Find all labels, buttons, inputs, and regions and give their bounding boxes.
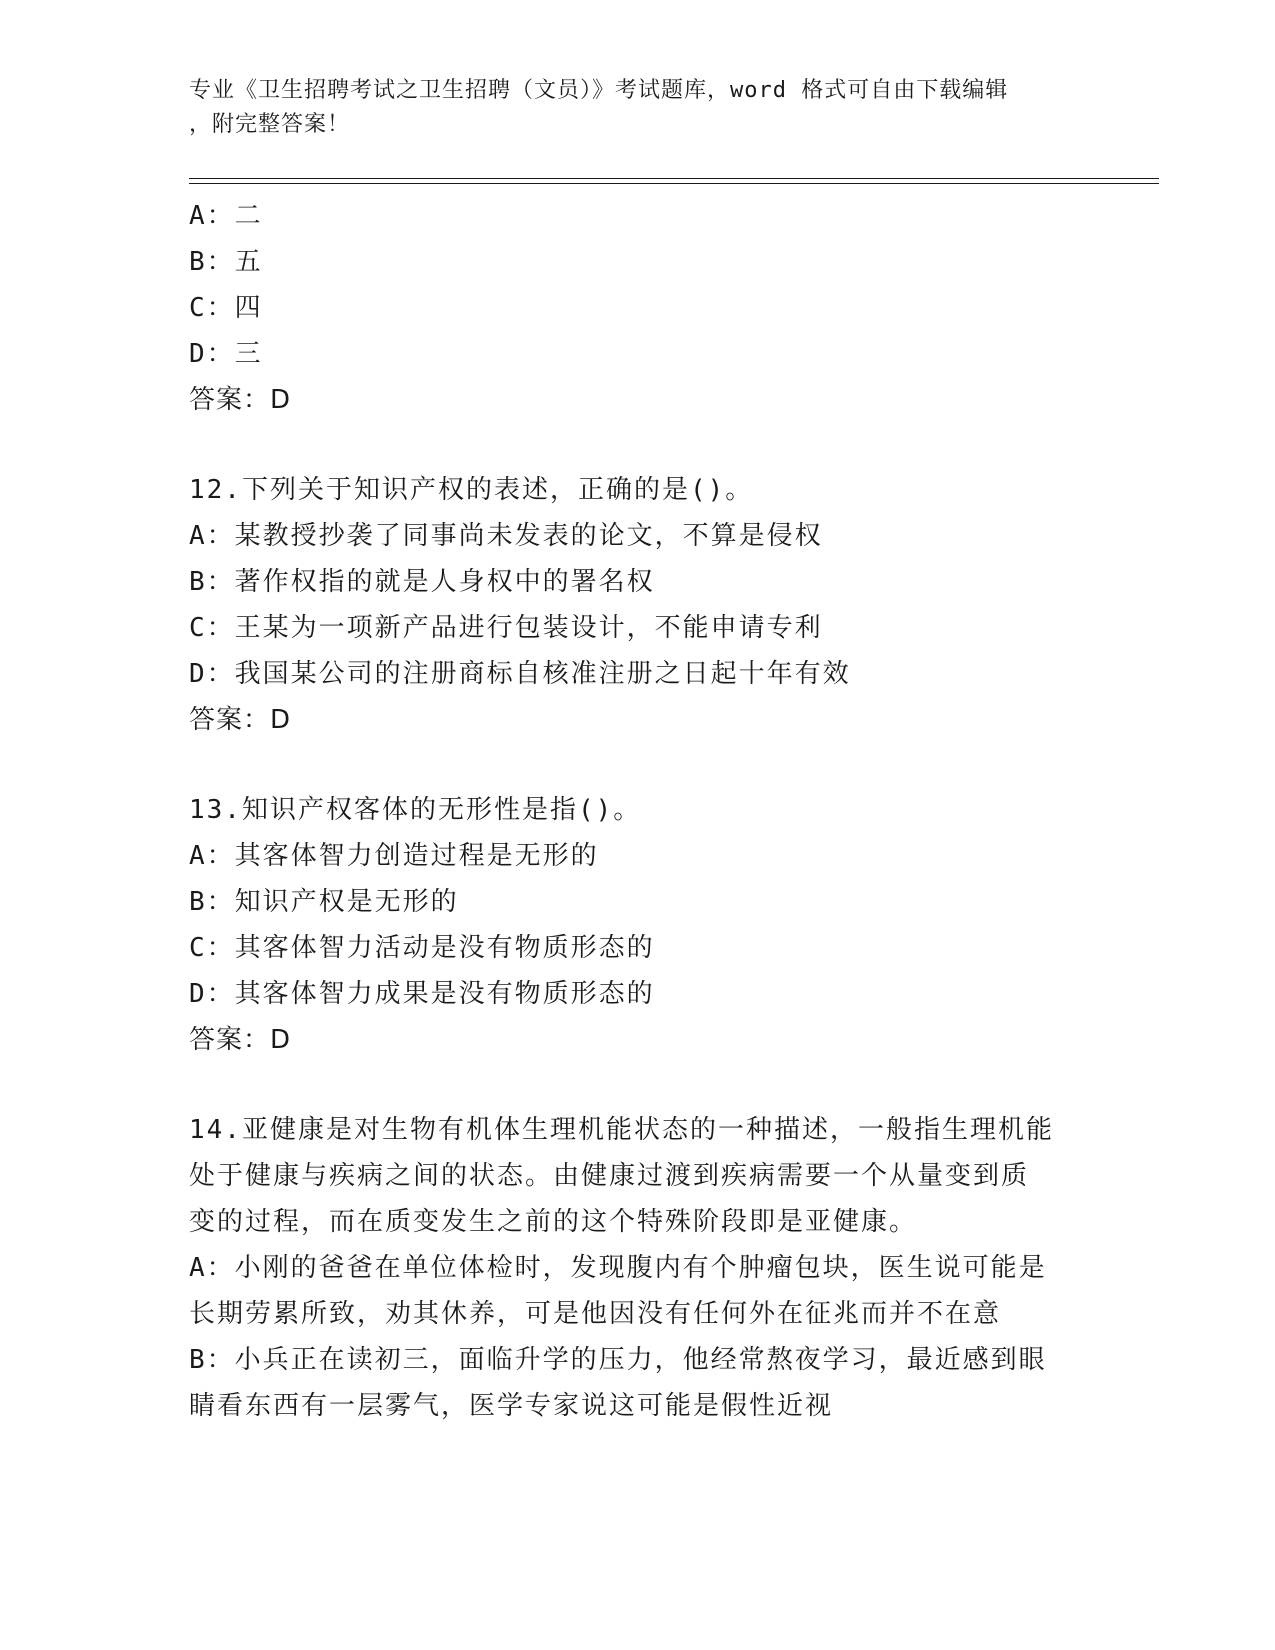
question-text-line: 处于健康与疾病之间的状态。由健康过渡到疾病需要一个从量变到质	[189, 1161, 1030, 1191]
document-header	[189, 74, 1069, 142]
question-11	[189, 193, 1089, 423]
question-12	[189, 467, 1089, 743]
question-13	[189, 787, 1089, 1063]
question-text: 12.下列关于知识产权的表述，正确的是()。	[189, 475, 754, 505]
option-a: A：某教授抄袭了同事尚未发表的论文，不算是侵权	[189, 521, 823, 551]
option-a: A：其客体智力创造过程是无形的	[189, 841, 599, 871]
answer: 答案：D	[189, 385, 292, 415]
option-b-line: 睛看东西有一层雾气，医学专家说这可能是假性近视	[189, 1391, 834, 1421]
option-b: B：五	[189, 247, 263, 277]
question-text-line: 14.亚健康是对生物有机体生理机能状态的一种描述，一般指生理机能	[189, 1115, 1054, 1145]
spacer	[189, 423, 1089, 467]
question-14	[189, 1107, 1089, 1429]
option-b: B：著作权指的就是人身权中的署名权	[189, 567, 655, 597]
answer: 答案：D	[189, 705, 292, 735]
answer: 答案：D	[189, 1025, 292, 1055]
question-content	[189, 193, 1089, 1429]
option-b-line: B：小兵正在读初三，面临升学的压力，他经常熬夜学习，最近感到眼	[189, 1345, 1047, 1375]
question-text: 13.知识产权客体的无形性是指()。	[189, 795, 642, 825]
option-a-line: A：小刚的爸爸在单位体检时，发现腹内有个肿瘤包块，医生说可能是	[189, 1253, 1047, 1283]
option-d: D：我国某公司的注册商标自核准注册之日起十年有效	[189, 659, 851, 689]
option-d: D：三	[189, 339, 263, 369]
option-a-line: 长期劳累所致，劝其休养，可是他因没有任何外在征兆而并不在意	[189, 1299, 1002, 1329]
header-rule-top	[189, 178, 1159, 179]
option-d: D：其客体智力成果是没有物质形态的	[189, 979, 655, 1009]
spacer	[189, 1063, 1089, 1107]
option-c: C：四	[189, 293, 263, 323]
header-line-2: ，附完整答案！	[189, 112, 351, 137]
question-text-line: 变的过程，而在质变发生之前的这个特殊阶段即是亚健康。	[189, 1207, 918, 1237]
option-a: A：二	[189, 201, 263, 231]
header-rule-bottom	[189, 183, 1159, 184]
spacer	[189, 743, 1089, 787]
option-c: C：其客体智力活动是没有物质形态的	[189, 933, 655, 963]
option-b: B：知识产权是无形的	[189, 887, 459, 917]
option-c: C：王某为一项新产品进行包装设计，不能申请专利	[189, 613, 823, 643]
header-line-1: 专业《卫生招聘考试之卫生招聘（文员）》考试题库，word 格式可自由下载编辑	[189, 78, 1009, 103]
